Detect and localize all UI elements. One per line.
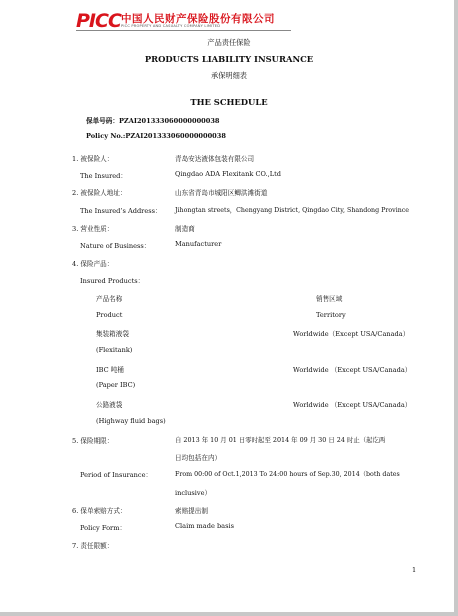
period-value-cn-line1: 自 2013 年 10 月 01 日零时起至 2014 年 09 月 30 日 24 时止（起讫两 <box>175 436 386 444</box>
form-label-en: Policy Form： <box>80 524 127 532</box>
insured-label-cn: 1. 被保险人： <box>72 155 114 163</box>
product-item-name-cn: 集装箱液袋 <box>96 330 129 338</box>
insured-label-en: The Insured： <box>80 172 127 180</box>
page-number: 1 <box>412 566 417 574</box>
policy-number-label-en: Policy No.: <box>86 132 126 140</box>
address-label-cn: 2. 被保险人地址： <box>72 189 127 197</box>
company-name-cn: 中国人民财产保险股份有限公司 <box>121 13 275 25</box>
form-value-en: Claim made basis <box>175 522 234 530</box>
title-cn: 产品责任保险 <box>207 38 251 47</box>
policy-number-en: PZAI201333060000000038 <box>125 132 226 140</box>
product-item-name-cn: 公路液袋 <box>96 401 123 409</box>
products-label-cn: 4. 保险产品： <box>72 260 114 268</box>
form-label-cn: 6. 保单索赔方式： <box>72 507 127 515</box>
policy-number-cn: PZAI201333060000000038 <box>118 117 220 125</box>
period-label-en: Period of Insurance： <box>80 471 153 479</box>
business-value-en: Manufacturer <box>175 240 222 248</box>
address-value-en: Jihongtan streets，Chengyang District, Qingdao City, Shandong Province <box>175 207 410 214</box>
insured-value-cn: 青岛安达液体包装有限公司 <box>175 155 255 163</box>
business-value-cn: 制造商 <box>175 225 195 233</box>
product-col-name-cn: 产品名称 <box>96 295 123 303</box>
business-label-en: Nature of Business： <box>80 242 151 250</box>
form-value-cn: 索赔提出制 <box>175 507 208 515</box>
product-item-name-cn: IBC 吨桶 <box>96 366 124 374</box>
policy-number-cn-row <box>86 115 220 125</box>
period-value-en-line1: From 00:00 of Oct.1,2013 To 24:00 hours of Sep.30, 2014（both dates <box>175 471 400 478</box>
product-col-area-cn: 销售区域 <box>316 295 343 303</box>
schedule-title-en: THE SCHEDULE <box>190 97 268 107</box>
product-col-name-en: Product <box>96 311 123 319</box>
schedule-title-cn: 承保明细表 <box>211 71 247 80</box>
company-name-en: PICC PROPERTY AND CASUALTY COMPANY LIMITED <box>121 24 221 28</box>
picc-logo: PICC <box>76 10 121 32</box>
address-value-cn: 山东省青岛市城阳区鲫洪滩街道 <box>175 189 268 197</box>
product-item-territory: Worldwide （Except USA/Canada） <box>293 401 412 409</box>
products-label-en: Insured Products： <box>80 277 145 285</box>
product-item-territory: Worldwide （Except USA/Canada） <box>293 366 412 374</box>
product-item-name-en: (Highway fluid bags) <box>96 417 166 425</box>
policy-number-en-row <box>86 132 226 140</box>
product-col-area-en: Territory <box>316 311 346 319</box>
product-item-name-en: (Flexitank) <box>96 346 133 354</box>
period-value-cn-line2: 日均包括在内） <box>175 454 222 462</box>
address-label-en: The Insured’s Address： <box>80 207 162 215</box>
period-label-cn: 5. 保险期限： <box>72 437 114 445</box>
product-item-name-en: (Paper IBC) <box>96 381 136 389</box>
policy-number-label-cn: 保单号码： <box>86 117 119 125</box>
liability-label-cn: 7. 责任限额： <box>72 542 114 550</box>
insured-value-en: Qingdao ADA Flexitank CO.,Ltd <box>175 170 281 178</box>
business-label-cn: 3. 营业性质： <box>72 225 114 233</box>
header-rule <box>76 30 291 31</box>
product-item-territory: Worldwide（Except USA/Canada） <box>293 330 410 338</box>
title-en: PRODUCTS LIABILITY INSURANCE <box>144 54 314 64</box>
period-value-en-line2: inclusive） <box>175 489 212 497</box>
